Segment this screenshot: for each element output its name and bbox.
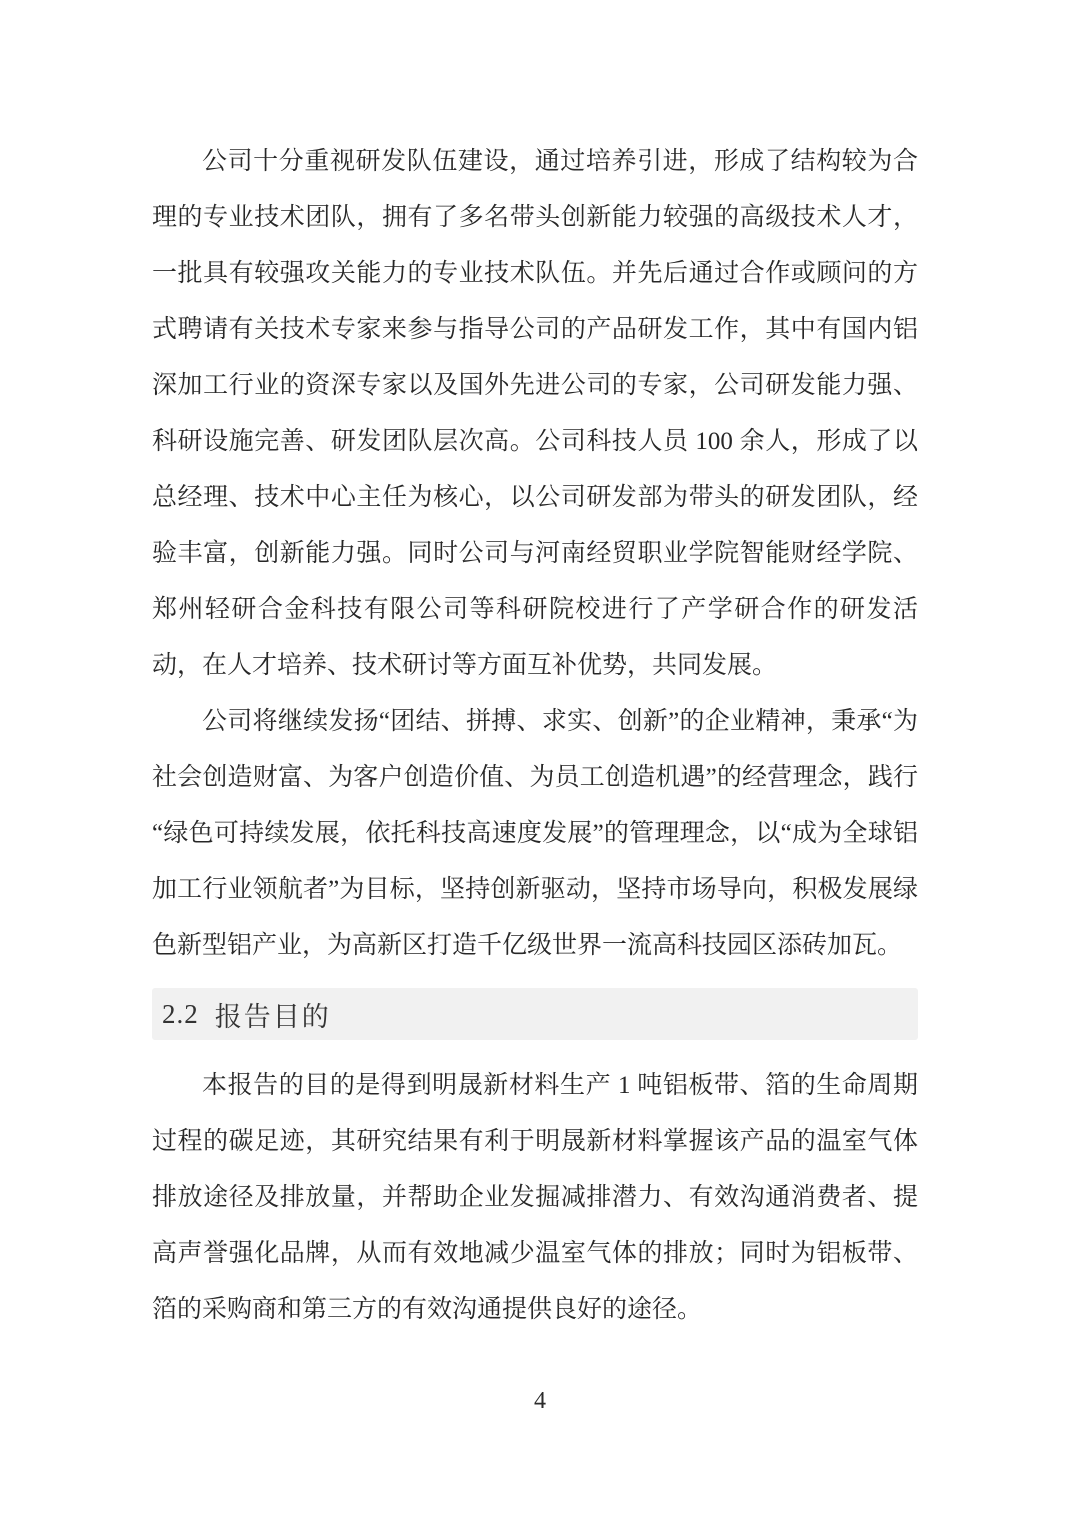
paragraph-rd-team: 公司十分重视研发队伍建设，通过培养引进，形成了结构较为合理的专业技术团队，拥有了多名带头创新能力较强的高级技术人才，一批具有较强攻关能力的专业技术队伍。并先后通过合作或顾问的方式聘请有关技术专家来参与指导公司的产品研发工作，其中有国内铝深加工行业的资深专家以及国外先进公司的专家，公司研发能力强、科研设施完善、研发团队层次高。公司科技人员 100 余人，形成了以总经理、技术中心主任为核心，以公司研发部为带头的研发团队，经验丰富，创新能力强。同时公司与河南经贸职业学院智能财经学院、郑州轻研合金科技有限公司等科研院校进行了产学研合作的研发活动，在人才培养、技术研讨等方面互补优势，共同发展。 (152, 148, 918, 679)
document-content (152, 134, 918, 1338)
section-title: 报告目的 (214, 1001, 331, 1032)
section-heading-report-purpose (152, 988, 918, 1040)
page-number: 4 (534, 1388, 546, 1414)
paragraph-company-spirit: 公司将继续发扬“团结、拼搏、求实、创新”的企业精神，秉承“为社会创造财富、为客户创造价值、为员工创造机遇”的经营理念，践行“绿色可持续发展，依托科技高速度发展”的管理理念，以“成为全球铝加工行业领航者”为目标，坚持创新驱动，坚持市场导向，积极发展绿色新型铝产业，为高新区打造千亿级世界一流高科技园区添砖加瓦。 (152, 708, 918, 959)
section-number: 2.2 (162, 998, 199, 1029)
paragraph-report-purpose: 本报告的目的是得到明晟新材料生产 1 吨铝板带、箔的生命周期过程的碳足迹，其研究结果有利于明晟新材料掌握该产品的温室气体排放途径及排放量，并帮助企业发掘减排潜力、有效沟通消费者、提高声誉强化品牌，从而有效地减少温室气体的排放；同时为铝板带、箔的采购商和第三方的有效沟通提供良好的途径。 (152, 1072, 918, 1323)
